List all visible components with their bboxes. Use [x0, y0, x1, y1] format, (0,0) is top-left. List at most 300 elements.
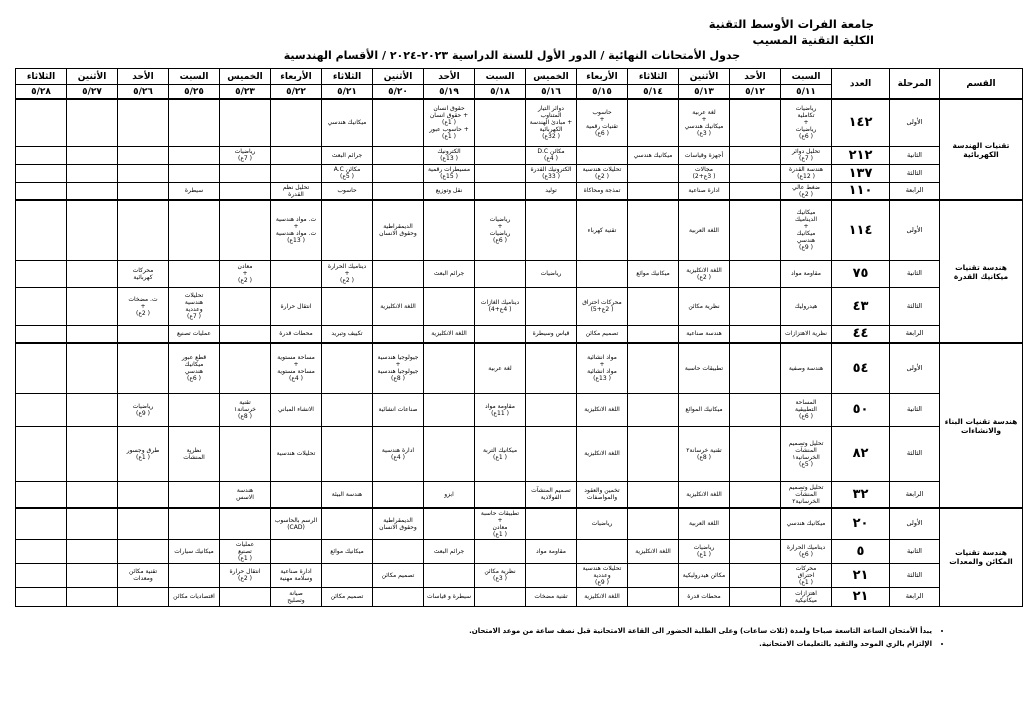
exam-cell: مجالات ( 3ع+2): [679, 164, 730, 182]
exam-cell: [730, 164, 781, 182]
exam-cell: [67, 287, 118, 325]
exam-cell: عمليات تصنيع: [169, 325, 220, 343]
stage-cell: الرابعة: [890, 182, 940, 200]
exam-cell: محطات قدرة: [679, 587, 730, 606]
exam-cell: [628, 99, 679, 146]
exam-cell: [169, 146, 220, 164]
department-name: تقنيات الهندسة الكهربائية: [940, 99, 1023, 200]
exam-cell: اللغة الانكليزية ( 2ع): [679, 260, 730, 287]
exam-cell: [424, 393, 475, 426]
exam-cell: تصميم مكائن: [577, 325, 628, 343]
exam-cell: [628, 393, 679, 426]
exam-cell: تصميم مكائن: [322, 587, 373, 606]
exam-cell: [373, 146, 424, 164]
student-count: ٣٢: [832, 481, 890, 508]
exam-cell: [220, 287, 271, 325]
date-header: ٥/٢٠: [373, 85, 424, 100]
exam-cell: [373, 182, 424, 200]
date-header: ٥/١٦: [526, 85, 577, 100]
date-header: ٥/١٩: [424, 85, 475, 100]
exam-cell: [628, 426, 679, 481]
exam-cell: حقوق انسان + حقوق انسان ( 1ع) + حاسوب عبور ( 1ع): [424, 99, 475, 146]
exam-cell: لغة عربية: [475, 343, 526, 393]
department-name: هندسة تقنيات المكائن والمعدات: [940, 508, 1023, 606]
exam-cell: [730, 563, 781, 587]
schedule-row: [16, 426, 1023, 481]
day-header: الثلاثاء: [16, 69, 67, 85]
exam-cell: [16, 146, 67, 164]
exam-cell: [730, 393, 781, 426]
exam-cell: رياضيات ( 1ع): [679, 539, 730, 563]
stage-cell: الأولى: [890, 200, 940, 260]
exam-cell: [118, 587, 169, 606]
exam-cell: ضغط عالي ( 2ع): [781, 182, 832, 200]
exam-cell: الديمقراطية وحقوق الانسان: [373, 508, 424, 539]
day-header: السبت: [475, 69, 526, 85]
exam-cell: [271, 539, 322, 563]
schedule-row: [16, 481, 1023, 508]
date-header: ٥/١٣: [679, 85, 730, 100]
schedule-row: [16, 99, 1023, 146]
schedule-row: [16, 200, 1023, 260]
exam-cell: ديناميك الحرارة ( 6ع): [781, 539, 832, 563]
exam-cell: ميكانيك سيارات: [169, 539, 220, 563]
exam-cell: [373, 325, 424, 343]
exam-cell: تقنية خرسانة٢ ( 8ع): [679, 426, 730, 481]
schedule-row: [16, 287, 1023, 325]
exam-cell: [67, 426, 118, 481]
exam-cell: ادارة صناعية: [679, 182, 730, 200]
exam-cell: اقتصاديات مكائن: [169, 587, 220, 606]
exam-cell: توليد: [526, 182, 577, 200]
exam-cell: [373, 539, 424, 563]
exam-cell: [322, 563, 373, 587]
student-count: ٥: [832, 539, 890, 563]
exam-cell: اللغة العربية: [679, 508, 730, 539]
exam-cell: [16, 539, 67, 563]
exam-cell: [373, 260, 424, 287]
exam-cell: اللغة الانكليزية: [424, 325, 475, 343]
exam-cell: [67, 99, 118, 146]
date-header: ٥/٢٦: [118, 85, 169, 100]
exam-cell: [118, 99, 169, 146]
exam-cell: [373, 587, 424, 606]
exam-cell: [373, 164, 424, 182]
date-header: ٥/٢٣: [220, 85, 271, 100]
exam-cell: [424, 426, 475, 481]
day-header: الثلاثاء: [628, 69, 679, 85]
exam-cell: طرق وجسور ( 1ع): [118, 426, 169, 481]
exam-cell: محطات قدرة: [271, 325, 322, 343]
exam-cell: اللغة الانكليزية: [373, 287, 424, 325]
exam-cell: [118, 539, 169, 563]
day-header: الخميس: [220, 69, 271, 85]
stage-cell: الثالثة: [890, 426, 940, 481]
date-header: ٥/١٥: [577, 85, 628, 100]
exam-cell: محركات احتراق ( 2ع+5): [577, 287, 628, 325]
schedule-row: [16, 182, 1023, 200]
date-header: ٥/٢٧: [67, 85, 118, 100]
exam-cell: معادن + ( 2ع): [220, 260, 271, 287]
exam-cell: اللغة الانكليزية: [577, 393, 628, 426]
exam-cell: [526, 200, 577, 260]
exam-cell: [424, 343, 475, 393]
exam-cell: [577, 260, 628, 287]
exam-cell: هندسة وصفية: [781, 343, 832, 393]
exam-cell: [373, 99, 424, 146]
exam-cell: [118, 200, 169, 260]
exam-cell: [16, 343, 67, 393]
date-header: ٥/٢٨: [16, 85, 67, 100]
exam-cell: سيطرة: [169, 182, 220, 200]
exam-cell: [628, 481, 679, 508]
exam-cell: هندسة القدرة ( 12ع): [781, 164, 832, 182]
exam-cell: [271, 164, 322, 182]
exam-cell: [628, 182, 679, 200]
exam-cell: [169, 99, 220, 146]
note-item: • الإلتزام بالزي الموحد والتقيد بالتعليمات الامتحانية.: [469, 638, 932, 651]
exam-cell: نظرية مكائن: [679, 287, 730, 325]
exam-cell: [118, 481, 169, 508]
exam-cell: [322, 508, 373, 539]
exam-cell: ميكانيك هندسي: [781, 508, 832, 539]
exam-cell: [526, 426, 577, 481]
exam-cell: ديناميك الغازات ( 4ع+4): [475, 287, 526, 325]
exam-cell: ميكانيك الموائع: [679, 393, 730, 426]
exam-cell: الانشاء المباني: [271, 393, 322, 426]
exam-cell: [67, 587, 118, 606]
exam-cell: رياضيات تكاملية + رياضيات ( 6ع): [781, 99, 832, 146]
exam-cell: [730, 260, 781, 287]
exam-cell: [730, 343, 781, 393]
exam-cell: [16, 563, 67, 587]
student-count: ٨٢: [832, 426, 890, 481]
exam-cell: المساحة التطبيقية ( 6ع): [781, 393, 832, 426]
exam-cell: [169, 508, 220, 539]
exam-cell: [730, 426, 781, 481]
exam-cell: [322, 426, 373, 481]
exam-cell: نظرية مكائن ( 3ع): [475, 563, 526, 587]
exam-cell: رياضيات ( 7ع): [220, 146, 271, 164]
exam-cell: هندسة الاسس: [220, 481, 271, 508]
college-name: الكلية التقنية المسيب: [752, 33, 874, 47]
exam-cell: ت. مواد هندسية + ت. مواد هندسية ( 13ع): [271, 200, 322, 260]
exam-cell: [220, 99, 271, 146]
day-header: الأثنين: [373, 69, 424, 85]
exam-cell: [475, 146, 526, 164]
exam-cell: تطبيقات حاسبة: [679, 343, 730, 393]
exam-cell: ميكانيك موائع: [322, 539, 373, 563]
exam-cell: [730, 146, 781, 164]
day-header: الأحد: [118, 69, 169, 85]
exam-cell: حاسوب: [322, 182, 373, 200]
department-name: هندسة تقنيات ميكانيك القدرة: [940, 200, 1023, 343]
exam-cell: [475, 182, 526, 200]
stage-header: المرحلة: [890, 69, 940, 100]
exam-cell: جيولوجيا هندسية + جيولوجيا هندسية ( 8ع): [373, 343, 424, 393]
exam-cell: محركات كهربائية: [118, 260, 169, 287]
exam-cell: [67, 325, 118, 343]
exam-cell: [628, 343, 679, 393]
exam-cell: تكييف وتبريد: [322, 325, 373, 343]
schedule-row: [16, 325, 1023, 343]
schedule-row: [16, 587, 1023, 606]
exam-cell: [730, 287, 781, 325]
exam-cell: [169, 200, 220, 260]
stage-cell: الثانية: [890, 146, 940, 164]
stage-cell: الثانية: [890, 393, 940, 426]
exam-cell: [475, 99, 526, 146]
exam-cell: تحليل وتصميم المنشآت الخرسانية١ ( 5ع): [781, 426, 832, 481]
exam-cell: تحليل دوائر ( 7ع): [781, 146, 832, 164]
exam-cell: نظرية المنشآت: [169, 426, 220, 481]
date-header: ٥/١١: [781, 85, 832, 100]
exam-cell: الديمقراطية وحقوق الانسان: [373, 200, 424, 260]
exam-cell: مقاومة مواد: [781, 260, 832, 287]
exam-cell: [67, 164, 118, 182]
day-header: الأحد: [424, 69, 475, 85]
day-header: الثلاثاء: [322, 69, 373, 85]
exam-cell: مساحة مستوية + مساحة مستوية ( 4ع): [271, 343, 322, 393]
stage-cell: الثانية: [890, 539, 940, 563]
stage-cell: الرابعة: [890, 325, 940, 343]
exam-cell: اللغة الانكليزية: [577, 587, 628, 606]
day-header: الأربعاء: [271, 69, 322, 85]
student-count: ٥٤: [832, 343, 890, 393]
exam-cell: [475, 164, 526, 182]
exam-cell: [16, 287, 67, 325]
university-name: جامعة الفرات الأوسط التقنية: [708, 17, 874, 31]
exam-cell: تمذجة ومحاكاة: [577, 182, 628, 200]
exam-cell: ميكانيك موائع: [628, 260, 679, 287]
dept-header: القسم: [940, 69, 1023, 100]
exam-cell: [628, 287, 679, 325]
exam-cell: [424, 508, 475, 539]
stage-cell: الأولى: [890, 99, 940, 146]
exam-cell: [220, 426, 271, 481]
exam-cell: ت. مضخات + ( 2ع): [118, 287, 169, 325]
exam-cell: الكترونيك القدرة ( 33ع): [526, 164, 577, 182]
exam-cell: تقنية خرسانة١ ( 8ع): [220, 393, 271, 426]
exam-cell: [730, 508, 781, 539]
date-header: ٥/٢٢: [271, 85, 322, 100]
exam-cell: [118, 146, 169, 164]
student-count: ١١٤: [832, 200, 890, 260]
note-item: • يبدأ الأمتحان الساعة التاسعة صباحا ولمدة (ثلاث ساعات) وعلى الطلبة الحضور الى القاعة الامتحانية قبل نصف ساعة من موعد الامتحان.: [469, 625, 932, 638]
exam-cell: [577, 539, 628, 563]
exam-cell: جرائم البعث: [322, 146, 373, 164]
exam-cell: مقاومة مواد ( 11ع): [475, 393, 526, 426]
exam-cell: تحليلات هندسية وعددية ( 9ع): [577, 563, 628, 587]
exam-cell: قياس وسيطرة: [526, 325, 577, 343]
exam-cell: انتقال حرارة ( 2ع): [220, 563, 271, 587]
exam-cell: تقنية كهرباء: [577, 200, 628, 260]
exam-cell: ميكانيك الديناميك + ميكانيك هندسي ( 9ع): [781, 200, 832, 260]
exam-cell: نظرية الاهتزازات: [781, 325, 832, 343]
exam-cell: [373, 481, 424, 508]
schedule-row: [16, 539, 1023, 563]
exam-cell: هندسة صناعية: [679, 325, 730, 343]
exam-cell: [220, 508, 271, 539]
exam-cell: لغة عربية + ميكانيك هندسي ( 3ع): [679, 99, 730, 146]
count-header: العدد: [832, 69, 890, 100]
exam-cell: تحليلات هندسية وعددية ( 7ع): [169, 287, 220, 325]
exam-cell: [628, 200, 679, 260]
exam-cell: [16, 508, 67, 539]
exam-cell: رياضيات: [526, 260, 577, 287]
exam-cell: [271, 99, 322, 146]
exam-cell: مكائن A.C ( 5ع): [322, 164, 373, 182]
exam-cell: مقاومة مواد: [526, 539, 577, 563]
notes-list: [469, 625, 946, 651]
exam-cell: [271, 146, 322, 164]
schedule-row: [16, 146, 1023, 164]
exam-cell: [322, 393, 373, 426]
date-header: ٥/١٢: [730, 85, 781, 100]
exam-cell: [16, 182, 67, 200]
exam-cell: [118, 182, 169, 200]
exam-cell: رياضيات: [577, 508, 628, 539]
exam-cell: تحليلات هندسية ( 2ع): [577, 164, 628, 182]
stage-cell: الثانية: [890, 260, 940, 287]
exam-cell: [526, 563, 577, 587]
exam-cell: [118, 164, 169, 182]
student-count: ١٣٧: [832, 164, 890, 182]
date-header: ٥/١٨: [475, 85, 526, 100]
schedule-row: [16, 393, 1023, 426]
exam-cell: [67, 146, 118, 164]
exam-cell: [424, 200, 475, 260]
student-count: ١٤٢: [832, 99, 890, 146]
exam-cell: تقنية مكائن ومعدات: [118, 563, 169, 587]
student-count: ٤٤: [832, 325, 890, 343]
exam-cell: [169, 260, 220, 287]
stage-cell: الأولى: [890, 508, 940, 539]
exam-cell: تحليل نظم القدرة: [271, 182, 322, 200]
exam-cell: [322, 200, 373, 260]
exam-cell: تقنية مضخات: [526, 587, 577, 606]
page-title: جدول الأمتحانات النهائية / الدور الأول للسنة الدراسية ٢٠٢٣-٢٠٢٤ / الأقسام الهندسية: [283, 49, 741, 62]
day-header: السبت: [169, 69, 220, 85]
day-header: الأربعاء: [577, 69, 628, 85]
exam-cell: الرسم بالحاسوب (CAD): [271, 508, 322, 539]
day-header: السبت: [781, 69, 832, 85]
exam-cell: الكترونيك ( 13ع): [424, 146, 475, 164]
exam-cell: [220, 164, 271, 182]
exam-cell: [16, 260, 67, 287]
exam-cell: ادارة صناعية وسلامة مهنية: [271, 563, 322, 587]
exam-cell: [730, 481, 781, 508]
exam-cell: [118, 508, 169, 539]
day-header: الأثنين: [679, 69, 730, 85]
exam-cell: [322, 287, 373, 325]
exam-cell: [16, 481, 67, 508]
exam-cell: [628, 508, 679, 539]
schedule-row: [16, 508, 1023, 539]
exam-cell: تصميم مكائن: [373, 563, 424, 587]
exam-cell: تحليلات هندسية: [271, 426, 322, 481]
exam-cell: ميكانيك هندسي: [628, 146, 679, 164]
exam-cell: أجهزة وقياسات: [679, 146, 730, 164]
schedule-row: [16, 164, 1023, 182]
exam-cell: مسيطرات رقمية ( 15ع): [424, 164, 475, 182]
date-header: ٥/٢١: [322, 85, 373, 100]
exam-cell: [424, 563, 475, 587]
exam-cell: [118, 343, 169, 393]
exam-cell: تصميم المنشآت الفولاذية: [526, 481, 577, 508]
exam-cell: [730, 182, 781, 200]
exam-cell: [628, 563, 679, 587]
exam-cell: ادارة هندسية ( 4ع): [373, 426, 424, 481]
exam-cell: [67, 508, 118, 539]
exam-cell: [220, 200, 271, 260]
exam-cell: صيانة وتصليح: [271, 587, 322, 606]
exam-cell: [16, 200, 67, 260]
exam-cell: [628, 325, 679, 343]
schedule-row: [16, 343, 1023, 393]
exam-cell: اللغة الانكليزية: [679, 481, 730, 508]
student-count: ٥٠: [832, 393, 890, 426]
day-header: الأثنين: [67, 69, 118, 85]
exam-cell: [169, 563, 220, 587]
exam-schedule-table: [15, 68, 1023, 607]
day-header: الأحد: [730, 69, 781, 85]
stage-cell: الرابعة: [890, 587, 940, 606]
schedule-row: [16, 260, 1023, 287]
exam-cell: [16, 587, 67, 606]
exam-cell: [628, 164, 679, 182]
schedule-row: [16, 563, 1023, 587]
exam-cell: [577, 146, 628, 164]
exam-cell: [730, 325, 781, 343]
stage-cell: الثالثة: [890, 563, 940, 587]
exam-cell: جرائم البعث: [424, 260, 475, 287]
exam-cell: [730, 99, 781, 146]
exam-cell: تخمين والعقود والمواصفات: [577, 481, 628, 508]
day-header: الخميس: [526, 69, 577, 85]
exam-cell: [526, 508, 577, 539]
exam-cell: [67, 182, 118, 200]
exam-cell: نقل وتوزيع: [424, 182, 475, 200]
exam-cell: اللغة الانكليزية: [628, 539, 679, 563]
exam-cell: ديناميك الحرارة + ( 2ع): [322, 260, 373, 287]
exam-cell: [730, 539, 781, 563]
exam-cell: [322, 343, 373, 393]
exam-cell: حاسوب + تقنيات رقمية ( 6ع): [577, 99, 628, 146]
exam-cell: [526, 343, 577, 393]
exam-cell: [475, 481, 526, 508]
exam-cell: [220, 587, 271, 606]
exam-cell: [475, 587, 526, 606]
exam-cell: اهتزازات ميكانيكية: [781, 587, 832, 606]
exam-cell: عمليات تصنيع ( 1ع): [220, 539, 271, 563]
exam-cell: [220, 325, 271, 343]
page-header: [709, 16, 874, 48]
exam-cell: جرائم البعث: [424, 539, 475, 563]
exam-cell: رياضيات + رياضيات ( 6ع): [475, 200, 526, 260]
student-count: ٧٥: [832, 260, 890, 287]
exam-cell: قطع عبور ميكانيك هندسي ( 6ع): [169, 343, 220, 393]
exam-cell: [730, 200, 781, 260]
department-name: هندسة تقنيات البناء والانشاءات: [940, 343, 1023, 508]
exam-cell: [16, 393, 67, 426]
date-header: ٥/١٤: [628, 85, 679, 100]
stage-cell: الرابعة: [890, 481, 940, 508]
exam-cell: [475, 260, 526, 287]
exam-cell: اللغة الانكليزية: [577, 426, 628, 481]
student-count: ٢١: [832, 587, 890, 606]
exam-cell: [118, 325, 169, 343]
